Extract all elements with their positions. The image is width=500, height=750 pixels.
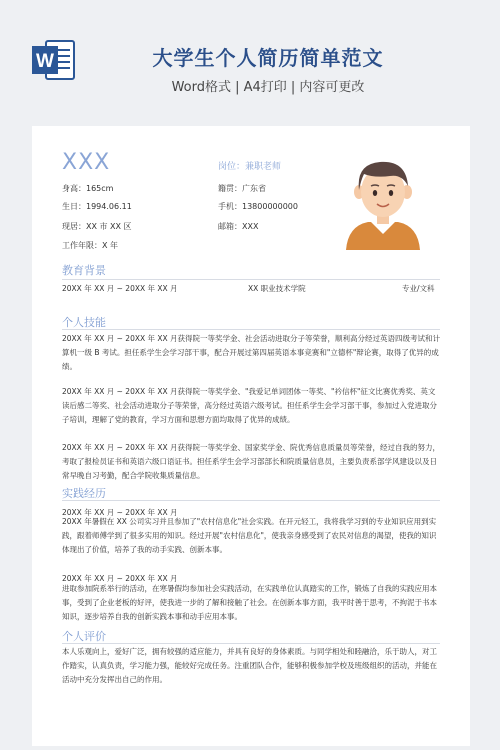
education-section-title: 教育背景 [62,264,106,277]
info-native-place: 籍贯：广东省 [218,184,266,193]
svg-text:W: W [36,51,54,72]
education-period: 20XX 年 XX 月 ~ 20XX 年 XX 月 [62,284,178,293]
resume-name: XXX [62,150,111,175]
word-document-icon [32,40,76,80]
skills-section-title: 个人技能 [62,316,106,329]
education-school: XX 职业技术学院 [248,284,306,293]
practice-paragraph-1: 20XX 年暑假在 XX 公司实习并且参加了"农村信息化"社会实践。在开元轻工，我将我学习到的专业知识应用到实践，跟着师傅学到了很多实用的知识。经过开展"农村信息化"，使我亲身感受到了农民对信息的渴望，使我的知识体现出了价值，培养了我的动手实践、创新本事。 [62,517,437,554]
info-phone: 手机：13800000000 [218,202,298,211]
skills-paragraph-1: 20XX 年 XX 月 ~ 20XX 年 XX 月获得院一等奖学金、社会活动进取分子等荣誉，顺利高分经过英语四级考试和计算机一级 B 考试。担任系学生会学习部干事，配合开展过第四届英语本事竞赛和"立德杯"辩论赛，取得了优异的成绩。 [62,334,441,371]
education-divider [62,279,440,280]
page-subtitle: Word格式 | A4打印 | 内容可更改 [171,80,365,95]
info-work-years: 工作年限：X 年 [62,241,119,250]
info-residence: 现居：XX 市 XX 区 [62,222,132,231]
skills-divider [62,329,440,330]
practice-paragraph-2: 进取参加院系举行的活动，在寒暑假均参加社会实践活动，在实践单位认真踏实的工作，锻炼了自我的实践应用本事，受到了企业老板的好评，使我进一步的了解和接触了社会。在创新本事方面，我平时善于思考，不拘泥于书本知识，逐步培养自我的创新实践本事和动手应用本事。 [62,584,437,621]
evaluation-section-title: 个人评价 [62,630,106,643]
skills-paragraph-2: 20XX 年 XX 月 ~ 20XX 年 XX 月获得院一等奖学金、"我爱记单词团体一等奖、"衿信杯"征文比赛优秀奖、英文读后感二等奖、社会活动进取分子等荣誉，高分经过英语六级考试。担任系学生会学习部干事，参加过入党进取分子培训，理解了党的教育，学习方面和思想方面均取得了优异的成绩。 [62,387,437,424]
practice-section-title: 实践经历 [62,487,106,500]
info-height: 身高：165cm [62,184,114,193]
resume-sheet [32,126,470,746]
education-major: 专业/文科 [402,284,435,293]
info-email: 邮箱：XXX [218,222,259,231]
evaluation-paragraph: 本人乐观向上，爱好广泛，拥有较强的适应能力，并具有良好的身体素质。与同学相处和睦融洽，乐于助人，对工作踏实，认真负责，学习能力强，能较好完成任务。注重团队合作，能够积极参加学校及班级组织的活动，并能在活动中充分发挥出自己的作用。 [62,647,437,684]
avatar [344,156,422,250]
practice-period-2: 20XX 年 XX 月 ~ 20XX 年 XX 月 [62,574,178,583]
info-birthday: 生日：1994.06.11 [62,202,132,211]
practice-period-1: 20XX 年 XX 月 ~ 20XX 年 XX 月 [62,508,178,517]
page-header [0,0,500,120]
page-title: 大学生个人简历简单范文 [152,46,384,70]
practice-divider [62,500,440,501]
skills-paragraph-3: 20XX 年 XX 月 ~ 20XX 年 XX 月获得院一等奖学金、国家奖学金、院优秀信息质量员等荣誉，经过自我的努力，考取了报检员证书和英语六级口语证书。担任系学生会学习部部长和院质量信息员，主要负责系部学风建设以及日常早晚自习考勤，配合学院收集质量信息。 [62,443,441,480]
resume-role: 岗位：兼职老师 [218,162,282,172]
evaluation-divider [62,643,440,644]
